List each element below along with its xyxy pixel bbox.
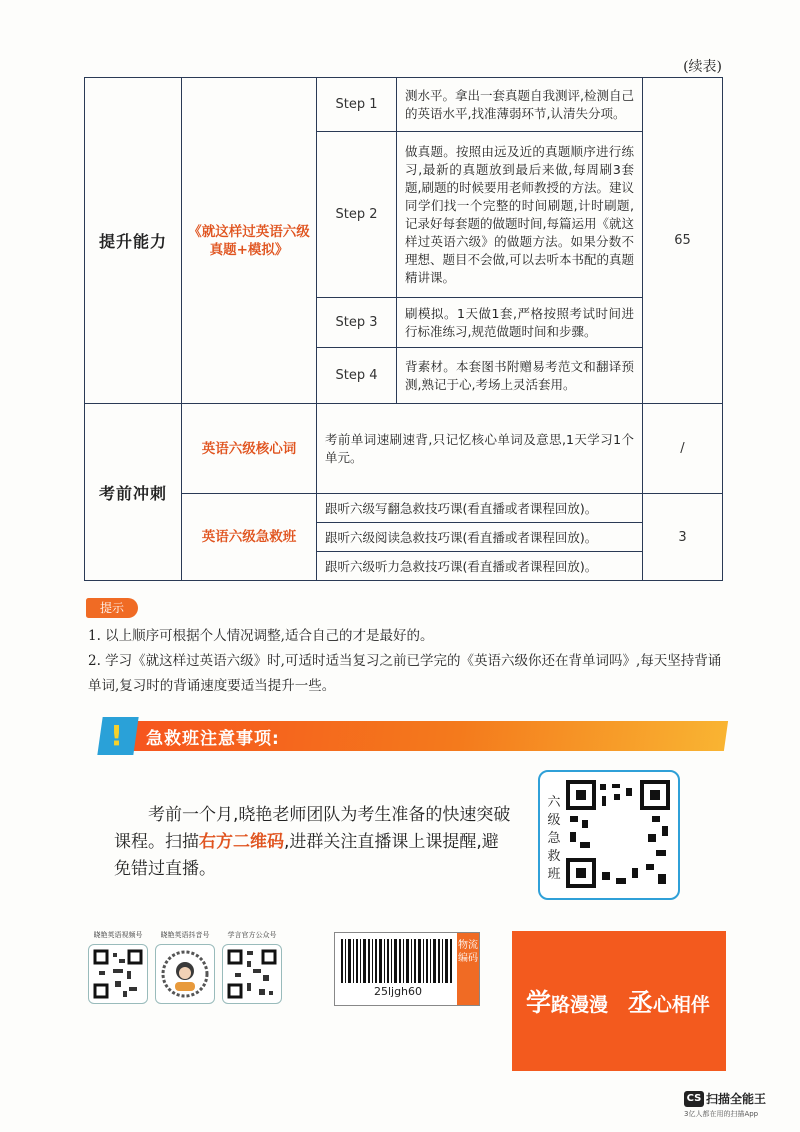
barcode-number: 25ljgh60: [373, 985, 423, 998]
step-desc: 刷模拟。1天做1套,严格按照考试时间进行标准练习,规范做题时间和步骤。: [397, 298, 643, 348]
course-line: 跟听六级写翻急救技巧课(看直播或者课程回放)。: [317, 494, 643, 523]
douyin-qr[interactable]: 晓艳英语抖音号: [155, 930, 215, 1004]
qr-card[interactable]: [538, 770, 680, 900]
tip-item: 2. 学习《就这样过英语六级》时,可适时适当复习之前已学完的《英语六级你还在背单词吗》,每天坚持背诵单词,复习时的背诵速度要适当提升一些。: [88, 653, 722, 694]
number-cell: /: [643, 404, 723, 494]
book-cell: 《就这样过英语六级真题+模拟》: [182, 78, 317, 404]
book-cell: 英语六级核心词: [182, 404, 317, 494]
barcode-side-label: 物流编码: [457, 933, 479, 1005]
highlight-text: 右方二维码: [199, 832, 284, 852]
table-row: [85, 78, 723, 132]
scanner-watermark: [684, 1088, 794, 1119]
step-label: Step 1: [317, 78, 397, 132]
category-cell: 提升能力: [85, 78, 182, 404]
book-cell: 英语六级急救班: [182, 494, 317, 581]
scanner-name: 扫描全能王: [706, 1092, 767, 1106]
step-label: Step 4: [317, 348, 397, 404]
tip-item: 1. 以上顺序可根据个人情况调整,适合自己的才是最好的。: [88, 628, 434, 644]
avatar-qr-icon: [156, 945, 214, 1003]
course-line: 跟听六级阅读急救技巧课(看直播或者课程回放)。: [317, 523, 643, 552]
continued-label: (续表): [683, 59, 722, 75]
banner-title: 急救班注意事项:: [146, 729, 280, 749]
qr-label: 六级急救班: [547, 795, 561, 882]
step-desc: 做真题。按照由远及近的真题顺序进行练习,最新的真题放到最后来做,每周刷3套题,刷题的时候要用老师教授的方法。建议同学们找一个完整的时间刷题,计时刷题,记录好每套题的做题时间,每篇运用《就这样过英语六级》的做题方法。如果分数不理想、题目不会做,可以去听本书配的真题精讲课。: [397, 132, 643, 298]
step-label: Step 3: [317, 298, 397, 348]
category-cell: 考前冲刺: [85, 404, 182, 581]
tips-list: [88, 624, 728, 699]
item-desc: 考前单词速刷速背,只记忆核心单词及意思,1天学习1个单元。: [317, 404, 643, 494]
camscanner-logo-icon: CS: [684, 1091, 704, 1107]
qr-code-icon: [223, 945, 281, 1003]
number-cell: 3: [643, 494, 723, 581]
qr-code-icon: [89, 945, 147, 1003]
official-account-qr[interactable]: 学言官方公众号: [222, 930, 282, 1004]
notice-banner: [86, 717, 726, 757]
barcode: [334, 932, 480, 1006]
qr-code-icon: [566, 780, 672, 890]
notice-text: 考前一个月,晓艳老师团队为考生准备的快速突破课程。扫描右方二维码,进群关注直播课上课提醒,避免错过直播。: [114, 805, 511, 879]
course-line: 跟听六级听力急救技巧课(看直播或者课程回放)。: [317, 552, 643, 581]
tip-badge: 提示: [86, 598, 138, 618]
barcode-icon: [341, 939, 453, 983]
number-cell: 65: [643, 78, 723, 404]
slogan-text: 学路漫漫 丞心相伴: [526, 988, 710, 1017]
scanner-tagline: 3亿人都在用的扫描App: [684, 1110, 759, 1118]
video-channel-qr[interactable]: 晓艳英语视频号: [88, 930, 148, 1004]
step-desc: 背素材。本套图书附赠易考范文和翻译预测,熟记于心,考场上灵活套用。: [397, 348, 643, 404]
exclamation-icon: !: [97, 717, 138, 755]
step-label: Step 2: [317, 132, 397, 298]
slogan-block: [512, 931, 726, 1071]
table-row: [85, 404, 723, 494]
study-plan-table: [84, 77, 723, 581]
step-desc: 测水平。拿出一套真题自我测评,检测自己的英语水平,找准薄弱环节,认清失分项。: [397, 78, 643, 132]
